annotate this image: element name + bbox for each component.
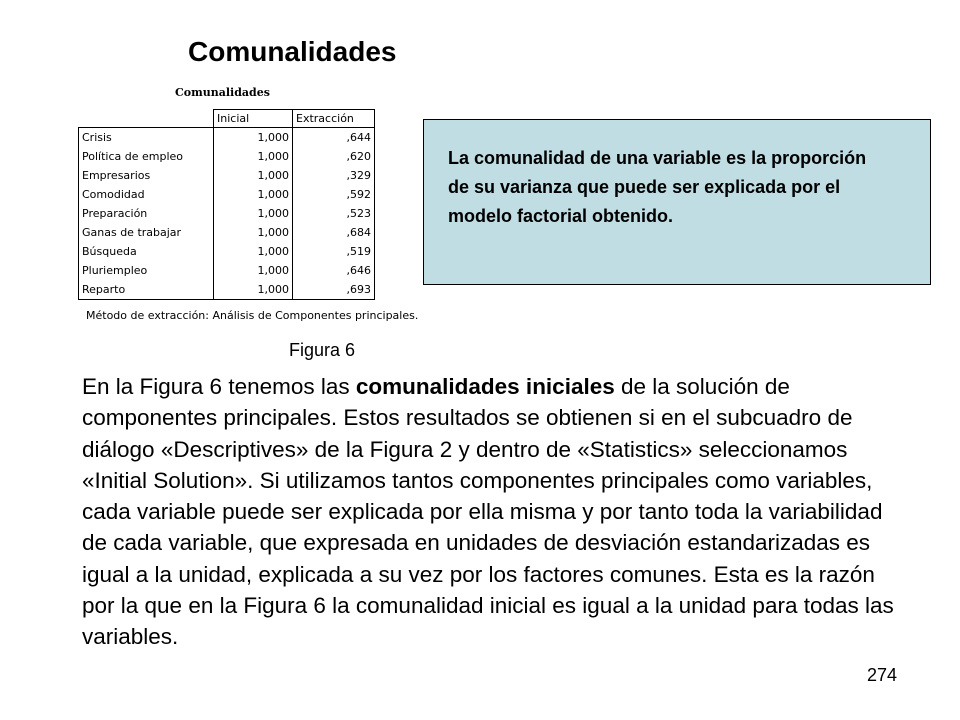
paragraph-lead: En la Figura 6 tenemos las xyxy=(82,374,356,399)
table-row xyxy=(79,261,375,280)
cell-extraccion: ,519 xyxy=(293,242,375,261)
paragraph-rest: de la solución de componentes principales. Estos resultados se obtienen si en el subcuadro de diálogo «Descriptives» de la Figura 2 y dentro de «Statistics» seleccionamos «Initial Solution». Si utilizamos tantos componentes principales como variables, cada variable puede ser explicada por ella misma y por tanto toda la variabilidad de cada variable, que expresada en unidades de desviación estandarizadas es igual a la unidad, explicada a su vez por los factores comunes. Esta es la razón por la que en la Figura 6 la comunalidad inicial es igual a la unidad para todas las variables. xyxy=(82,374,894,650)
cell-extraccion: ,620 xyxy=(293,147,375,166)
table-header-row xyxy=(79,110,375,128)
table-row xyxy=(79,166,375,185)
table-row xyxy=(79,280,375,300)
cell-variable: Preparación xyxy=(79,204,214,223)
cell-variable: Ganas de trabajar xyxy=(79,223,214,242)
table-footnote: Método de extracción: Análisis de Componentes principales. xyxy=(86,309,419,322)
header-inicial: Inicial xyxy=(214,110,293,128)
table-row xyxy=(79,204,375,223)
table-row xyxy=(79,185,375,204)
page-title: Comunalidades xyxy=(188,36,397,67)
cell-inicial: 1,000 xyxy=(214,223,293,242)
definition-callout xyxy=(423,119,931,285)
cell-extraccion: ,644 xyxy=(293,128,375,148)
cell-variable: Pluriempleo xyxy=(79,261,214,280)
paragraph-bold: comunalidades iniciales xyxy=(355,374,615,399)
communalities-table xyxy=(78,109,375,300)
communalities-grid xyxy=(78,109,375,300)
cell-inicial: 1,000 xyxy=(214,147,293,166)
cell-extraccion: ,329 xyxy=(293,166,375,185)
cell-variable: Comodidad xyxy=(79,185,214,204)
table-row xyxy=(79,128,375,148)
cell-extraccion: ,693 xyxy=(293,280,375,300)
cell-inicial: 1,000 xyxy=(214,280,293,300)
table-row xyxy=(79,147,375,166)
table-row xyxy=(79,223,375,242)
cell-variable: Crisis xyxy=(79,128,214,148)
cell-inicial: 1,000 xyxy=(214,185,293,204)
cell-inicial: 1,000 xyxy=(214,261,293,280)
table-caption: Comunalidades xyxy=(175,86,270,99)
header-extraccion: Extracción xyxy=(293,110,375,128)
table-row xyxy=(79,242,375,261)
header-variable xyxy=(79,110,214,128)
figure-label: Figura 6 xyxy=(289,340,356,360)
cell-inicial: 1,000 xyxy=(214,204,293,223)
cell-inicial: 1,000 xyxy=(214,166,293,185)
page-number: 274 xyxy=(867,665,898,685)
callout-text: La comunalidad de una variable es la proporción de su varianza que puede ser explicada por el modelo factorial obtenido. xyxy=(448,148,867,226)
cell-extraccion: ,646 xyxy=(293,261,375,280)
cell-variable: Política de empleo xyxy=(79,147,214,166)
cell-extraccion: ,523 xyxy=(293,204,375,223)
cell-inicial: 1,000 xyxy=(214,242,293,261)
cell-variable: Empresarios xyxy=(79,166,214,185)
cell-inicial: 1,000 xyxy=(214,128,293,148)
cell-variable: Búsqueda xyxy=(79,242,214,261)
cell-extraccion: ,592 xyxy=(293,185,375,204)
body-paragraph xyxy=(82,371,912,653)
cell-variable: Reparto xyxy=(79,280,214,300)
cell-extraccion: ,684 xyxy=(293,223,375,242)
